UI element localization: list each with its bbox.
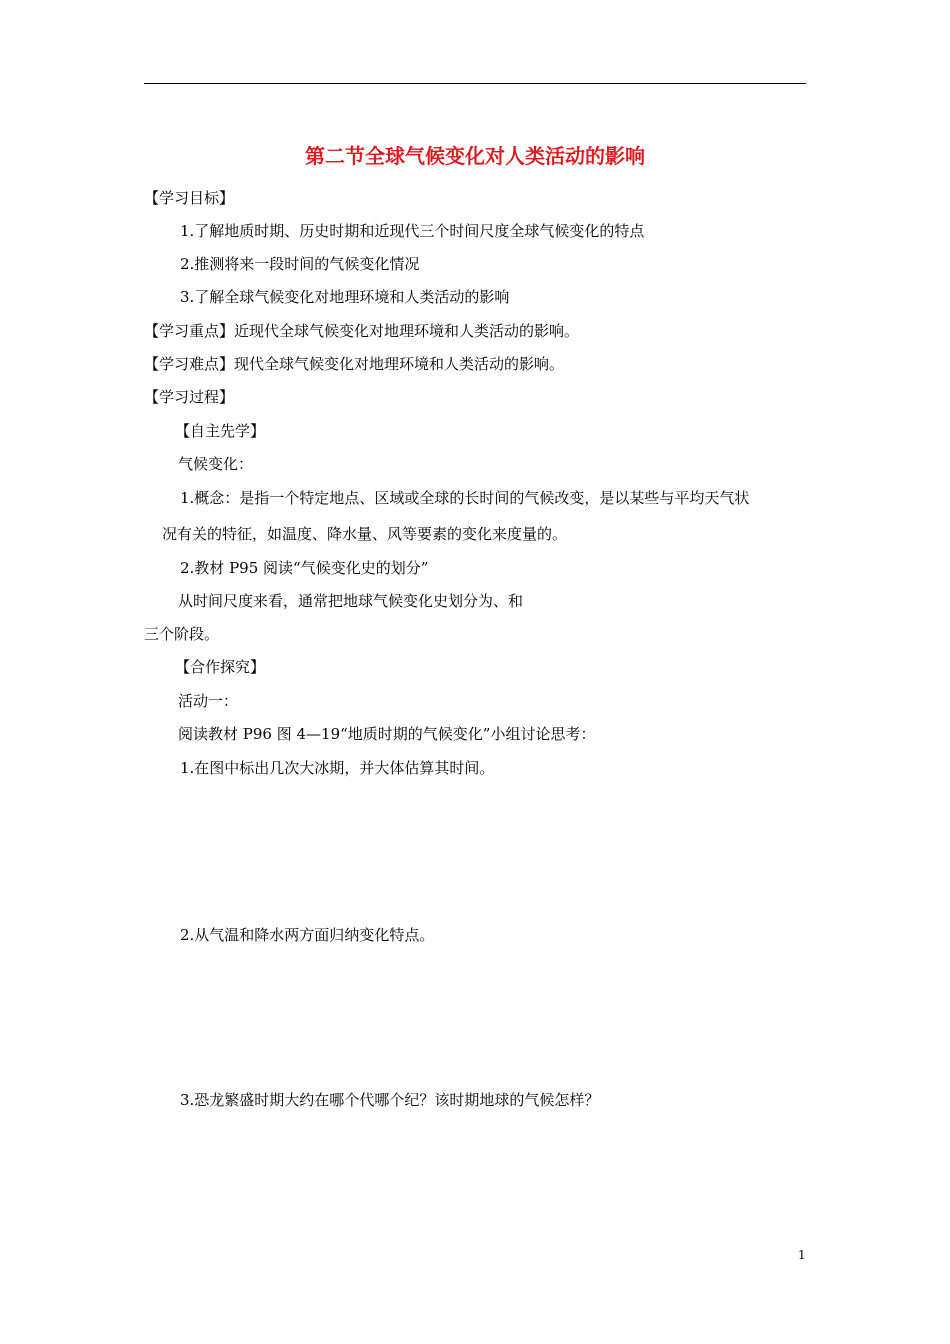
- textbook-reading: 2.教材 P95 阅读“气候变化史的划分”: [180, 559, 429, 577]
- objectives-heading: 【学习目标】: [144, 189, 235, 207]
- time-scale-fill-blank: 从时间尺度来看，通常把地球气候变化史划分为、和: [178, 592, 524, 610]
- process-heading: 【学习过程】: [144, 388, 235, 406]
- cooperation-heading: 【合作探究】: [175, 658, 266, 676]
- question-item: 3.恐龙繁盛时期大约在哪个代哪个纪？该时期地球的气候怎样？: [180, 1091, 600, 1109]
- concept-line-2: 况有关的特征，如温度、降水量、风等要素的变化来度量的。: [162, 525, 568, 543]
- three-stages: 三个阶段。: [144, 625, 220, 643]
- activity-intro: 阅读教材 P96 图 4—19“地质时期的气候变化”小组讨论思考：: [178, 725, 596, 743]
- page-number: 1: [798, 1248, 806, 1262]
- objective-item: 2.推测将来一段时间的气候变化情况: [180, 255, 420, 273]
- objective-item: 3.了解全球气候变化对地理环境和人类活动的影响: [180, 288, 510, 306]
- concept-line-1: 1.概念：是指一个特定地点、区域或全球的长时间的气候改变，是以某些与平均天气状: [180, 489, 750, 507]
- question-item: 1.在图中标出几次大冰期，并大体估算其时间。: [180, 759, 495, 777]
- question-item: 2.从气温和降水两方面归纳变化特点。: [180, 926, 435, 944]
- climate-change-subheading: 气候变化：: [178, 455, 254, 473]
- activity-label: 活动一：: [178, 692, 239, 710]
- key-point: 【学习重点】近现代全球气候变化对地理环境和人类活动的影响。: [144, 322, 580, 340]
- self-study-heading: 【自主先学】: [175, 422, 266, 440]
- document-title: 第二节全球气候变化对人类活动的影响: [305, 144, 645, 168]
- difficult-point: 【学习难点】现代全球气候变化对地理环境和人类活动的影响。: [144, 355, 565, 373]
- objective-item: 1.了解地质时期、历史时期和近现代三个时间尺度全球气候变化的特点: [180, 222, 645, 240]
- header-rule: [144, 83, 806, 84]
